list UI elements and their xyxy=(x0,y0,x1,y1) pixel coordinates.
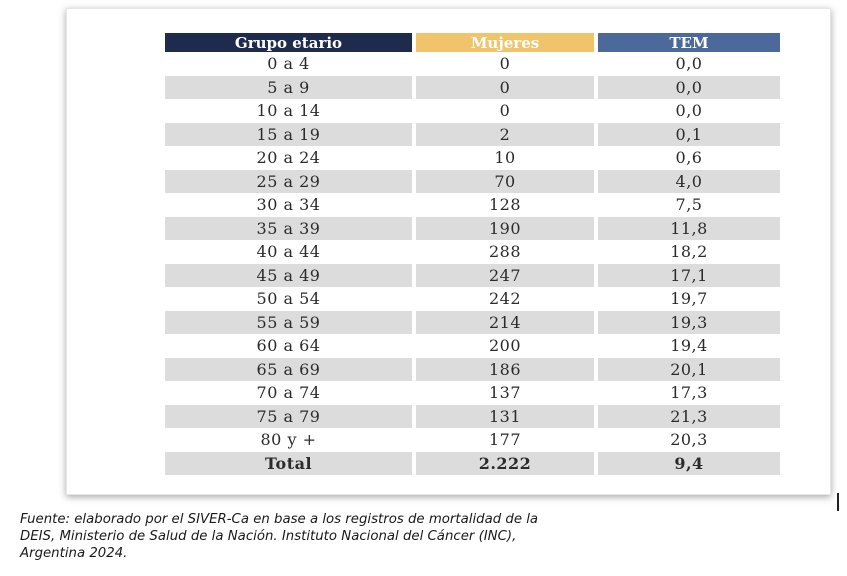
cell-grupo-etario: 10 a 14 xyxy=(165,99,414,123)
cell-tem: 4,0 xyxy=(596,170,780,194)
cell-tem: 20,1 xyxy=(596,358,780,382)
table-row xyxy=(165,287,780,311)
cell-tem: 11,8 xyxy=(596,217,780,241)
cell-grupo-etario: 30 a 34 xyxy=(165,193,414,217)
cell-mujeres: 247 xyxy=(414,264,596,288)
cell-grupo-etario: 20 a 24 xyxy=(165,146,414,170)
caption-line-1: Fuente: elaborado por el SIVER-Ca en base a los registros de mortalidad de la xyxy=(20,512,539,527)
cell-mujeres: 0 xyxy=(414,52,596,76)
cell-tem: 0,1 xyxy=(596,123,780,147)
table-row xyxy=(165,358,780,382)
cell-grupo-etario: 55 a 59 xyxy=(165,311,414,335)
cell-grupo-etario: 70 a 74 xyxy=(165,381,414,405)
cell-grupo-etario: 15 a 19 xyxy=(165,123,414,147)
cell-grupo-etario: 50 a 54 xyxy=(165,287,414,311)
table-row xyxy=(165,240,780,264)
total-mujeres: 2.222 xyxy=(414,452,596,476)
caption-line-3: Argentina 2024. xyxy=(20,546,128,561)
cell-tem: 0,0 xyxy=(675,54,703,74)
cell-tem: 18,2 xyxy=(670,242,708,262)
caption-line-2: DEIS, Ministerio de Salud de la Nación. Instituto Nacional del Cáncer (INC), xyxy=(20,529,517,544)
table-row xyxy=(165,428,780,452)
cell-grupo-etario: 35 a 39 xyxy=(165,217,414,241)
table-row xyxy=(165,217,780,241)
cell-grupo-etario: 60 a 64 xyxy=(165,334,414,358)
total-tem: 9,4 xyxy=(596,452,780,476)
cell-grupo-etario: 5 a 9 xyxy=(165,76,414,100)
cell-tem: 0,6 xyxy=(675,148,703,168)
total-label: Total xyxy=(165,452,414,476)
cell-tem: 19,4 xyxy=(670,336,708,356)
cell-mujeres: 0 xyxy=(414,99,596,123)
cell-tem: 19,3 xyxy=(596,311,780,335)
cell-tem: 21,3 xyxy=(596,405,780,429)
cell-grupo-etario: 40 a 44 xyxy=(165,240,414,264)
cell-mujeres: 128 xyxy=(414,193,596,217)
header-grupo-etario: Grupo etario xyxy=(165,33,414,52)
cell-mujeres: 131 xyxy=(414,405,596,429)
cell-mujeres: 186 xyxy=(414,358,596,382)
cell-grupo-etario: 75 a 79 xyxy=(165,405,414,429)
cell-mujeres: 242 xyxy=(414,287,596,311)
cell-mujeres: 10 xyxy=(414,146,596,170)
cell-mujeres: 288 xyxy=(414,240,596,264)
cell-grupo-etario: 65 a 69 xyxy=(165,358,414,382)
table-row xyxy=(165,334,780,358)
cell-mujeres: 0 xyxy=(414,76,596,100)
table-row xyxy=(165,405,780,429)
cell-tem: 17,1 xyxy=(596,264,780,288)
table-card xyxy=(66,8,831,495)
table-row xyxy=(165,146,780,170)
table-row xyxy=(165,170,780,194)
table-total-row xyxy=(165,452,780,476)
cell-tem: 7,5 xyxy=(675,195,703,215)
cell-mujeres: 214 xyxy=(414,311,596,335)
table-header-row xyxy=(165,33,780,52)
cell-tem: 19,7 xyxy=(670,289,708,309)
cell-grupo-etario: 0 a 4 xyxy=(165,52,414,76)
cell-grupo-etario: 45 a 49 xyxy=(165,264,414,288)
cell-grupo-etario: 80 y + xyxy=(165,428,414,452)
text-cursor xyxy=(837,493,839,511)
cell-mujeres: 137 xyxy=(414,381,596,405)
cell-mujeres: 190 xyxy=(414,217,596,241)
cell-grupo-etario: 25 a 29 xyxy=(165,170,414,194)
source-caption xyxy=(20,511,840,562)
mortality-table xyxy=(165,33,780,475)
table-row xyxy=(165,193,780,217)
table-row xyxy=(165,76,780,100)
cell-tem: 0,0 xyxy=(675,101,703,121)
cell-mujeres: 200 xyxy=(414,334,596,358)
table-row xyxy=(165,99,780,123)
table-row xyxy=(165,381,780,405)
header-tem: TEM xyxy=(596,33,780,52)
table-row xyxy=(165,123,780,147)
header-mujeres: Mujeres xyxy=(414,33,596,52)
cell-tem: 17,3 xyxy=(670,383,708,403)
cell-mujeres: 2 xyxy=(414,123,596,147)
table-body xyxy=(165,52,780,475)
table-row xyxy=(165,311,780,335)
cell-tem: 20,3 xyxy=(670,430,708,450)
cell-mujeres: 177 xyxy=(414,428,596,452)
cell-tem: 0,0 xyxy=(596,76,780,100)
table-row xyxy=(165,52,780,76)
table-row xyxy=(165,264,780,288)
cell-mujeres: 70 xyxy=(414,170,596,194)
